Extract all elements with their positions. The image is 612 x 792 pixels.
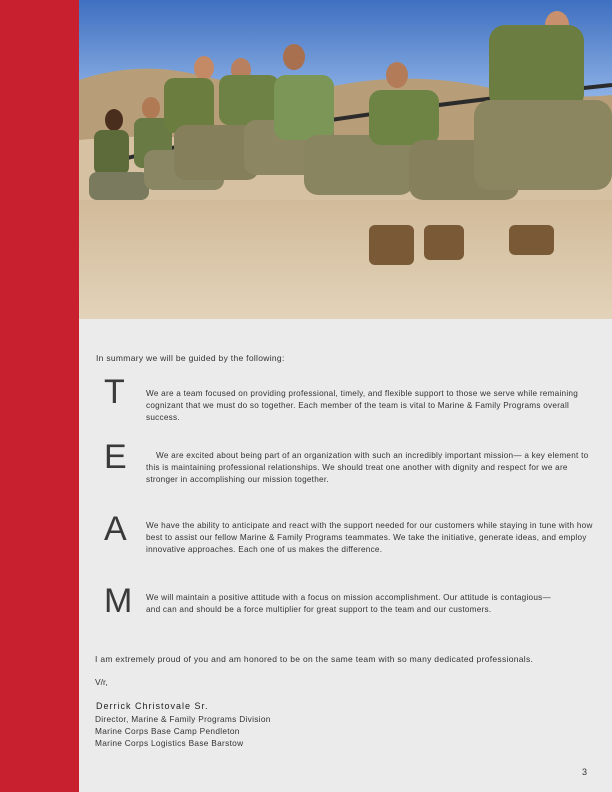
signature-affiliation-2: Marine Corps Logistics Base Barstow (95, 738, 244, 748)
tug-of-war-photo (79, 0, 612, 319)
intro-text: In summary we will be guided by the following: (96, 353, 285, 363)
team-paragraph-m: We will maintain a positive attitude with a focus on mission accomplishment. Our attitude is contagious— and can and should be a force multiplier for great support to the team and our customers. (146, 593, 551, 615)
team-letter-e: E (104, 438, 127, 476)
team-letter-t: T (104, 373, 125, 411)
team-letter-m: M (104, 582, 133, 620)
team-letter-a: A (104, 510, 127, 548)
signature-name: Derrick Christovale Sr. (96, 701, 209, 711)
team-paragraph-t: We are a team focused on providing professional, timely, and flexible support to those we serve while remaining cognizant that we must do so together. Each member of the team is vital to Marine & Family Programs overall success. (146, 389, 579, 423)
signature-affiliation-1: Marine Corps Base Camp Pendleton (95, 726, 240, 736)
closing-text: I am extremely proud of you and am honored to be on the same team with so many dedicated professionals. (95, 654, 534, 664)
valediction: V/r, (95, 677, 108, 687)
page-number: 3 (582, 767, 588, 777)
team-paragraph-a: We have the ability to anticipate and react with the support needed for our customers while staying in tune with how best to assist our fellow Marine & Family Programs teammates. We take the initiative, generate ideas, and employ innovative approaches. Each one of us makes the difference. (146, 521, 593, 555)
signature-title: Director, Marine & Family Programs Division (95, 714, 271, 724)
red-side-bar (0, 0, 79, 792)
team-paragraph-e: We are excited about being part of an organization with such an incredibly important mission— a key element to this is maintaining professional relationships. We should treat one another with dignity and respect for we are stronger in accomplishing our mission together. (146, 451, 589, 485)
